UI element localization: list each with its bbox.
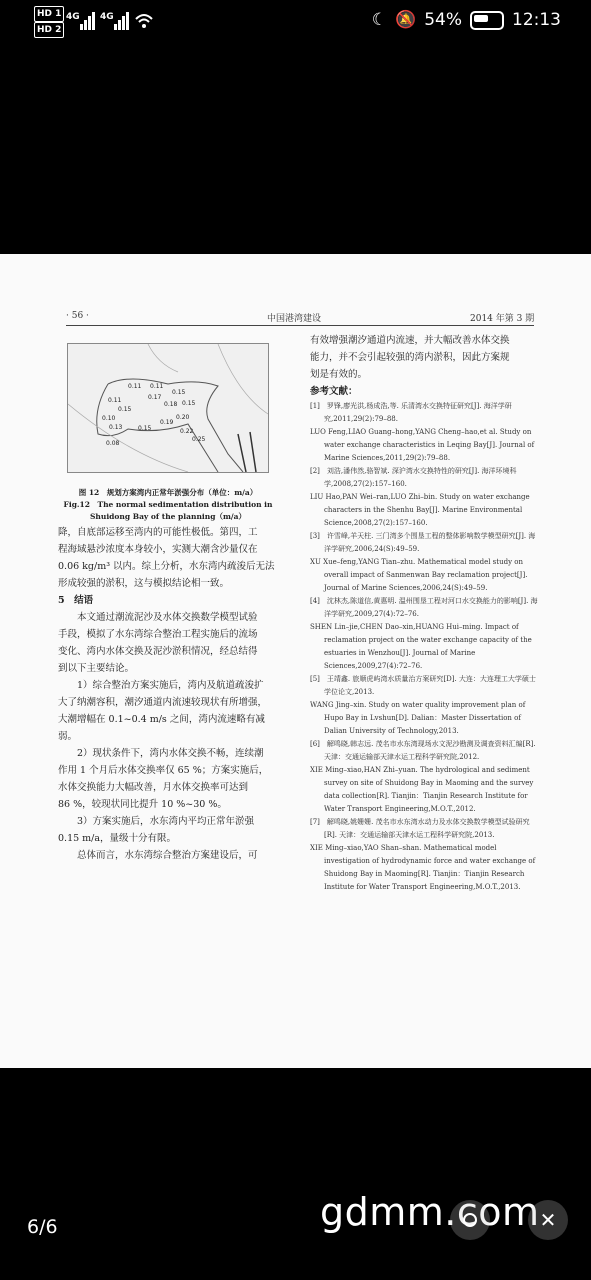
signal-icon — [80, 12, 96, 30]
text-line: 2）现状条件下，湾内水体交换不畅，连续潮 — [58, 748, 264, 759]
figure-caption — [58, 487, 278, 523]
battery-icon — [470, 11, 504, 30]
text-line: 3）方案实施后，水东湾内平均正常年淤强 — [58, 816, 255, 827]
map-label: 0.13 — [109, 424, 123, 431]
reference-item: XIE Ming–xiao,YAO Shan–shan. Mathematical model investigation of hydrodynamic force and water exchange of Shuidong Bay in Maoming[R]. Tianjin：Tianjin Research Institute for Water Transport Engineering,M.O.T.,2013. — [310, 844, 536, 891]
reference-item: LIU Hao,PAN Wei–ran,LUO Zhi–bin. Study on water exchange characters in the Shenhu Bay[J]. Marine Environmental Science,2008,27(2):157–160. — [310, 493, 530, 527]
map-label: 0.17 — [148, 394, 162, 401]
caption-en-1: Fig.12 The normal sedimentation distribution in — [63, 500, 273, 509]
close-icon: ✕ — [539, 1208, 557, 1232]
reference-item: [2] 刘浩,潘伟然,骆智斌. 深沪湾水交换特性的研究[J]. 海洋环境科学,2008,27(2):157–160. — [310, 467, 517, 488]
map-label: 0.11 — [108, 397, 122, 404]
map-label: 0.15 — [118, 406, 132, 413]
left-column-text — [58, 524, 290, 864]
text-line: 总体而言，水东湾综合整治方案建设后，可 — [58, 850, 258, 861]
map-label: 0.25 — [192, 436, 206, 443]
map-label: 0.18 — [164, 401, 178, 408]
text-line: 水体交换能力大幅改善，月水体交换率可达到 — [58, 782, 249, 793]
toolbar-button[interactable] — [450, 1200, 490, 1240]
text-line: 1）综合整治方案实施后，湾内及航道疏浚扩 — [58, 680, 264, 691]
sim-indicators — [34, 6, 64, 38]
map-label: 0.15 — [172, 389, 186, 396]
reference-item: SHEN Lin–jie,CHEN Dao–xin,HUANG Hui–ming. Impact of reclamation project on the water exchange capacity of the estuaries in Wenzhou[J]. Journal of Marine Sciences,2009,27(4):72–76. — [310, 623, 532, 670]
sedimentation-map — [67, 343, 269, 473]
text-line: 程海域悬沙浓度本身较小，实测大潮含沙量仅在 — [58, 544, 258, 555]
text-line: 86 %，较现状同比提升 10 %~30 %。 — [58, 799, 227, 810]
sim1-badge: HD 1 — [34, 6, 64, 22]
map-label: 0.08 — [106, 440, 120, 447]
text-line: 到以下主要结论。 — [58, 663, 135, 674]
right-column-text — [310, 332, 542, 400]
signal-icon-2 — [114, 12, 130, 30]
reference-item: XIE Ming–xiao,HAN Zhi–yuan. The hydrological and sediment survey on site of Shuidong Bay in Maoming and the survey data collection[R]. Tianjin：Tianjin Research Institute for Water Transport Engineering,M.O.T.,2012. — [310, 766, 534, 813]
map-label: 0.19 — [160, 419, 174, 426]
map-label: 0.10 — [102, 415, 116, 422]
issue-label: 2014 年第 3 期 — [470, 314, 535, 324]
text-line: 0.15 m/a，量级十分有限。 — [58, 833, 177, 844]
map-label: 0.11 — [150, 383, 164, 390]
reference-item: LUO Feng,LIAO Guang–hong,YANG Cheng–hao,et al. Study on water exchange characteristics in Leqing Bay[J]. Journal of Marine Sciences,2011,29(2):79–88. — [310, 428, 535, 462]
text-line: 降，自底部运移至湾内的可能性极低。第四，工 — [58, 527, 258, 538]
watermark: gdmm.com — [320, 1190, 540, 1234]
caption-cn: 图 12 规划方案湾内正常年淤强分布（单位：m/a） — [78, 488, 258, 497]
text-line: 变化、湾内水体交换及泥沙淤积情况，经总结得 — [58, 646, 258, 657]
reference-item: [5] 王靖鑫. 旅顺虎屿湾水质量治方案研究[D]. 大连：大连理工大学硕士学位论文,2013. — [310, 675, 536, 696]
reference-item: [3] 许雪峰,羊天柱. 三门湾多个围垦工程的整体影响数学模型研究[J]. 海洋学研究,2006,24(S):49–59. — [310, 532, 536, 553]
viewer-bottom-bar — [0, 1068, 591, 1280]
status-right — [372, 10, 561, 30]
sim2-badge: HD 2 — [34, 22, 64, 38]
references-list — [310, 400, 542, 894]
mute-bell-icon: 🔕 — [395, 10, 417, 30]
reference-item: [1] 罗锋,廖光洪,杨成浩,等. 乐清湾水交换特征研究[J]. 海洋学研究,2011,29(2):79–88. — [310, 402, 512, 423]
caption-en-2: Shuidong Bay of the planning（m/a） — [90, 512, 246, 521]
text-line: 有效增强潮汐通道内流速，并大幅改善水体交换 — [310, 335, 510, 346]
wifi-icon — [134, 12, 154, 30]
text-line: 本文通过潮流泥沙及水体交换数学模型试验 — [58, 612, 258, 623]
network-type-1: 4G — [66, 12, 80, 22]
battery-percent: 54% — [424, 10, 462, 30]
reference-item: [7] 解鸣晓,姚姗姗. 茂名市水东湾水动力及水体交换数学模型试验研究[R]. 天津：交通运输部天津水运工程科学研究院,2013. — [310, 818, 530, 839]
text-line: 能力，并不会引起较强的湾内淤积，因此方案规 — [310, 352, 510, 363]
share-icon — [450, 1200, 490, 1240]
text-line: 形成较强的淤积，这与模拟结论相一致。 — [58, 578, 230, 589]
map-label: 0.15 — [138, 425, 152, 432]
text-line: 0.06 kg/m³ 以内。综上分析，水东湾内疏浚后无法 — [58, 561, 275, 572]
journal-title: 中国港湾建设 — [267, 314, 322, 324]
page-number: · 56 · — [66, 311, 89, 321]
status-bar — [0, 0, 591, 44]
reference-item: XU Xue–feng,YANG Tian–zhu. Mathematical model study on overall impact of Sanmenwan Bay reclamation project[J]. Journal of Marine Sciences,2006,24(S):49–59. — [310, 558, 528, 592]
reference-item: [6] 解鸣晓,韩志远. 茂名市水东湾现场水文泥沙勘测及调查资料汇编[R]. 天津：交通运输部天津水运工程科学研究院,2012. — [310, 740, 536, 761]
map-label: 0.22 — [180, 428, 194, 435]
text-line: 作用 1 个月后水体交换率仅 65 %；方案实施后， — [58, 765, 269, 776]
text-line: 大了纳潮容积，潮汐通道内流速较现状有所增强， — [58, 697, 268, 708]
references-heading: 参考文献： — [310, 386, 358, 397]
map-label: 0.20 — [176, 414, 190, 421]
clock: 12:13 — [512, 10, 561, 30]
header-rule — [66, 325, 534, 326]
text-line: 手段，模拟了水东湾综合整治工程实施后的流场 — [58, 629, 258, 640]
document-page — [0, 254, 591, 1068]
map-outline — [68, 344, 268, 472]
reference-item: WANG Jing–xin. Study on water quality improvement plan of Hupo Bay in Lvshun[D]. Dalian：Master Dissertation of Dalian University of Technology,2013. — [310, 701, 526, 735]
close-button[interactable] — [528, 1200, 568, 1240]
network-type-2: 4G — [100, 12, 114, 22]
page-indicator: 6/6 — [27, 1216, 58, 1238]
map-label: 0.15 — [182, 400, 196, 407]
text-line: 划是有效的。 — [310, 369, 368, 380]
section-heading: 5 结语 — [58, 595, 94, 606]
reference-item: [4] 沈林杰,陈道信,黄惠明. 温州围垦工程对河口水交换能力的影响[J]. 海洋学研究,2009,27(4):72–76. — [310, 597, 538, 618]
text-line: 弱。 — [58, 731, 78, 742]
text-line: 大潮增幅在 0.1~0.4 m/s 之间，湾内流速略有减 — [58, 714, 265, 725]
moon-icon: ☾ — [371, 10, 388, 30]
map-label: 0.11 — [128, 383, 142, 390]
